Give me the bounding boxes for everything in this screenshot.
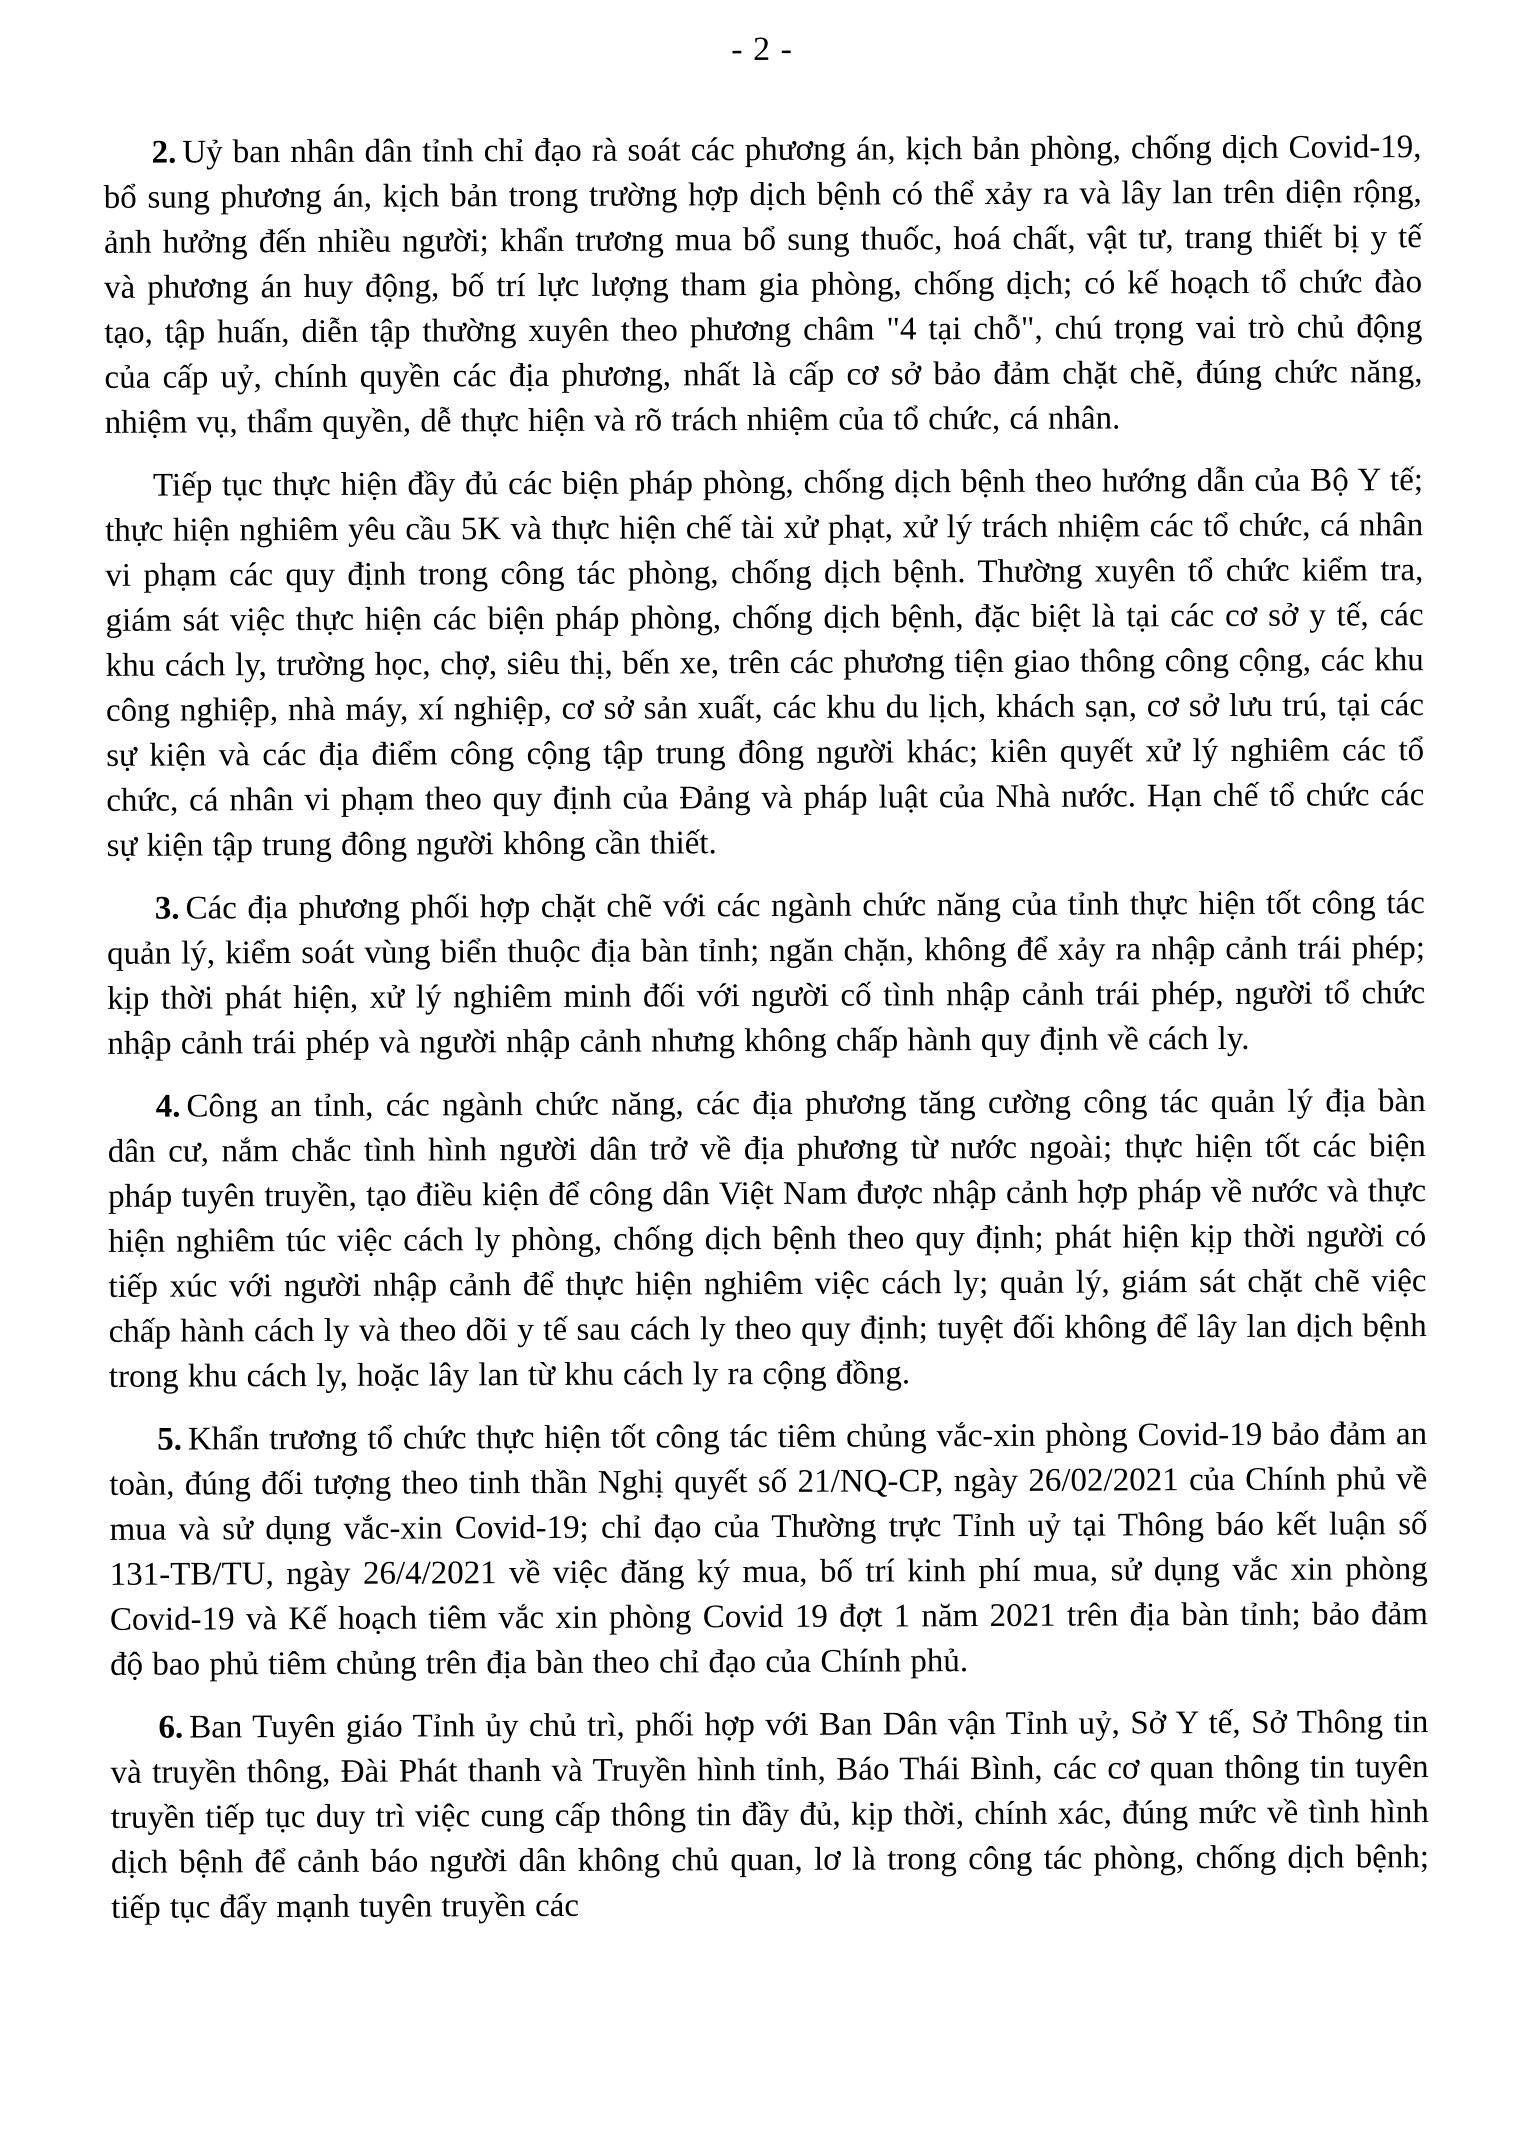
- paragraph-3-number: 3.: [154, 890, 180, 927]
- paragraph-4: [108, 1079, 1427, 1400]
- paragraph-5-text: Khẩn trương tổ chức thực hiện tốt công tác tiêm chủng vắc-xin phòng Covid-19 bảo đảm an toàn, đúng đối tượng theo tinh thần Nghị quyết số 21/NQ-CP, ngày 26/02/2021 của Chính phủ về mua và sử dụng vắc-xin Covid-19; chỉ đạo của Thường trực Tỉnh uỷ tại Thông báo kết luận số 131-TB/TU, ngày 26/4/2021 về việc đăng ký mua, bố trí kinh phí mua, sử dụng vắc xin phòng Covid-19 và Kế hoạch tiêm vắc xin phòng Covid 19 đợt 1 năm 2021 trên địa bàn tỉnh; bảo đảm độ bao phủ tiêm chủng trên địa bàn theo chỉ đạo của Chính phủ.: [109, 1416, 1428, 1683]
- paragraph-2-continuation-text: Tiếp tục thực hiện đầy đủ các biện pháp phòng, chống dịch bệnh theo hướng dẫn của Bộ Y tế; thực hiện nghiêm yêu cầu 5K và thực hiện chế tài xử phạt, xử lý trách nhiệm các tổ chức, cá nhân vi phạm các quy định trong công tác phòng, chống dịch bệnh. Thường xuyên tổ chức kiểm tra, giám sát việc thực hiện các biện pháp phòng, chống dịch bệnh, đặc biệt là tại các cơ sở y tế, các khu cách ly, trường học, chợ, siêu thị, bến xe, trên các phương tiện giao thông công cộng, các khu công nghiệp, nhà máy, xí nghiệp, cơ sở sản xuất, các khu du lịch, khách sạn, cơ sở lưu trú, tại các sự kiện và các địa điểm công cộng tập trung đông người khác; kiên quyết xử lý nghiêm các tổ chức, cá nhân vi phạm theo quy định của Đảng và pháp luật của Nhà nước. Hạn chế tổ chức các sự kiện tập trung đông người không cần thiết.: [105, 462, 1425, 864]
- paragraph-5-number: 5.: [157, 1421, 182, 1458]
- paragraph-2-number: 2.: [151, 134, 177, 171]
- paragraph-4-text: Công an tỉnh, các ngành chức năng, các địa phương tăng cường công tác quản lý địa bàn dân cư, nắm chắc tình hình người dân trở về địa phương từ nước ngoài; thực hiện tốt các biện pháp tuyên truyền, tạo điều kiện để công dân Việt Nam được nhập cảnh hợp pháp về nước và thực hiện nghiêm túc việc cách ly phòng, chống dịch bệnh theo quy định; phát hiện kịp thời người có tiếp xúc với người nhập cảnh để thực hiện nghiêm việc cách ly; quản lý, giám sát chặt chẽ việc chấp hành cách ly và theo dõi y tế sau cách ly theo quy định; tuyệt đối không để lây lan dịch bệnh trong khu cách ly, hoặc lây lan từ khu cách ly ra cộng đồng.: [107, 1083, 1427, 1395]
- paragraph-6-text: Ban Tuyên giáo Tỉnh ủy chủ trì, phối hợp với Ban Dân vận Tỉnh uỷ, Sở Y tế, Sở Thông tin và truyền thông, Đài Phát thanh và Truyền hình tỉnh, Báo Thái Bình, các cơ quan thông tin tuyên truyền tiếp tục duy trì việc cung cấp thông tin đầy đủ, kịp thời, chính xác, đúng mức về tình hình dịch bệnh để cảnh báo người dân không chủ quan, lơ là trong công tác phòng, chống dịch bệnh; tiếp tục đẩy mạnh tuyên truyền các: [110, 1704, 1430, 1926]
- paragraph-6: [110, 1700, 1429, 1931]
- paragraph-3: [107, 881, 1426, 1067]
- scanned-text-block: [103, 27, 1429, 1931]
- paragraph-6-number: 6.: [158, 1709, 184, 1746]
- paragraph-2-continuation: [105, 458, 1425, 869]
- paragraph-2: [103, 125, 1422, 446]
- page-number: - 2 -: [731, 30, 793, 69]
- paragraph-3-text: Các địa phương phối hợp chặt chẽ với các ngành chức năng của tỉnh thực hiện tốt công tác quản lý, kiểm soát vùng biển thuộc địa bàn tỉnh; ngăn chặn, không để xảy ra nhập cảnh trái phép; kịp thời phát hiện, xử lý nghiêm minh đối với người cố tình nhập cảnh trái phép, người tổ chức nhập cảnh trái phép và người nhập cảnh nhưng không chấp hành quy định về cách ly.: [106, 885, 1426, 1062]
- paragraph-4-number: 4.: [155, 1088, 181, 1125]
- paragraph-5: [109, 1412, 1428, 1688]
- paragraph-2-text: Uỷ ban nhân dân tỉnh chỉ đạo rà soát các phương án, kịch bản phòng, chống dịch Covid-19, bổ sung phương án, kịch bản trong trường hợp dịch bệnh có thể xảy ra và lây lan trên diện rộng, ảnh hưởng đến nhiều người; khẩn trương mua bổ sung thuốc, hoá chất, vật tư, trang thiết bị y tế và phương án huy động, bố trí lực lượng tham gia phòng, chống dịch; có kế hoạch tổ chức đào tạo, tập huấn, diễn tập thường xuyên theo phương châm "4 tại chỗ", chú trọng vai trò chủ động của cấp uỷ, chính quyền các địa phương, nhất là cấp cơ sở bảo đảm chặt chẽ, đúng chức năng, nhiệm vụ, thẩm quyền, dễ thực hiện và rõ trách nhiệm của tổ chức, cá nhân.: [103, 129, 1423, 441]
